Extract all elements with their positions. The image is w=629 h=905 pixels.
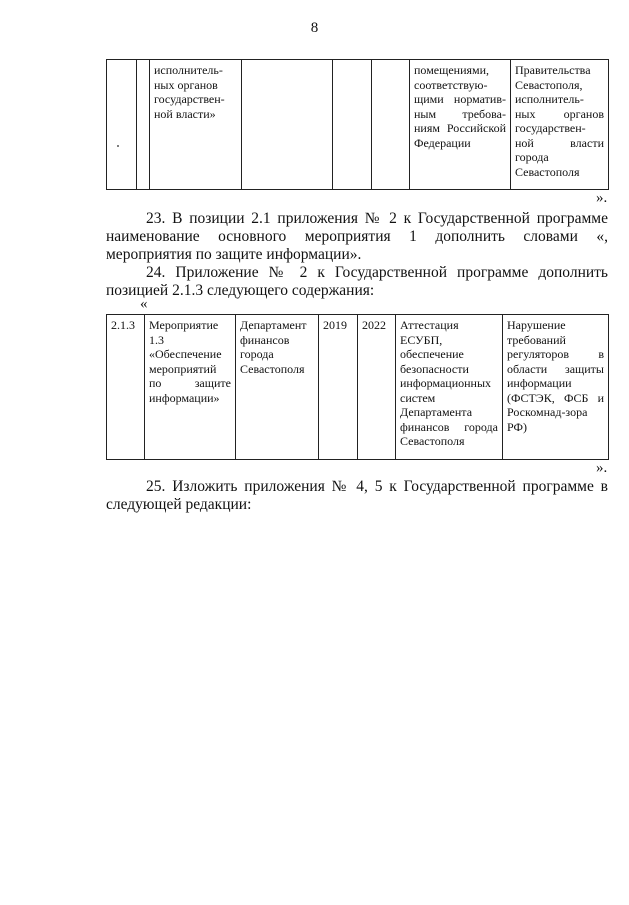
table-cell	[107, 60, 137, 190]
continuation-table	[106, 59, 609, 190]
cell-end-year: 2022	[358, 315, 396, 460]
insert-table	[106, 314, 609, 460]
cell-number: 2.1.3	[107, 315, 145, 460]
table-cell-requirements: помещениями, соответствую-щими норматив-ным требова-ниям Российской Федерации	[410, 60, 511, 190]
cell-consequences: Нарушение требований регуляторов в области защиты информации (ФСТЭК, ФСБ и Роскомнад-зора РФ)	[503, 315, 609, 460]
paragraph-25: 25. Изложить приложения № 4, 5 к Государственной программе в следующей редакции:	[106, 478, 608, 513]
scan-speck	[117, 145, 119, 147]
table-cell-government: Правительства Севастополя, исполнитель-ных органов государствен-ной власти города Севастополя	[511, 60, 609, 190]
table-cell	[333, 60, 372, 190]
table-cell-executors: исполнитель- ных органов государствен- ной власти»	[150, 60, 242, 190]
table-cell	[242, 60, 333, 190]
table-row	[107, 315, 609, 460]
cell-executor: Департамент финансов города Севастополя	[236, 315, 319, 460]
closing-quote-mark: ».	[596, 190, 608, 206]
paragraph-24: 24. Приложение № 2 к Государственной программе дополнить позицией 2.1.3 следующего содержания:	[106, 264, 608, 299]
table-cell	[372, 60, 410, 190]
cell-start-year: 2019	[319, 315, 358, 460]
paragraph-23: 23. В позиции 2.1 приложения № 2 к Государственной программе наименование основного мероприятия 1 дополнить словами «, мероприятия по защите информации».	[106, 210, 608, 263]
page-number: 8	[310, 20, 319, 36]
cell-event: Мероприятие 1.3 «Обеспечение мероприятий по защите информации»	[145, 315, 236, 460]
closing-quote-mark-2: ».	[596, 460, 608, 476]
opening-quote-mark: «	[140, 296, 148, 312]
table-cell	[137, 60, 150, 190]
cell-result: Аттестация ЕСУБП, обеспечение безопасности информационных систем Департамента финансов города Севастополя	[396, 315, 503, 460]
table-row	[107, 60, 609, 190]
